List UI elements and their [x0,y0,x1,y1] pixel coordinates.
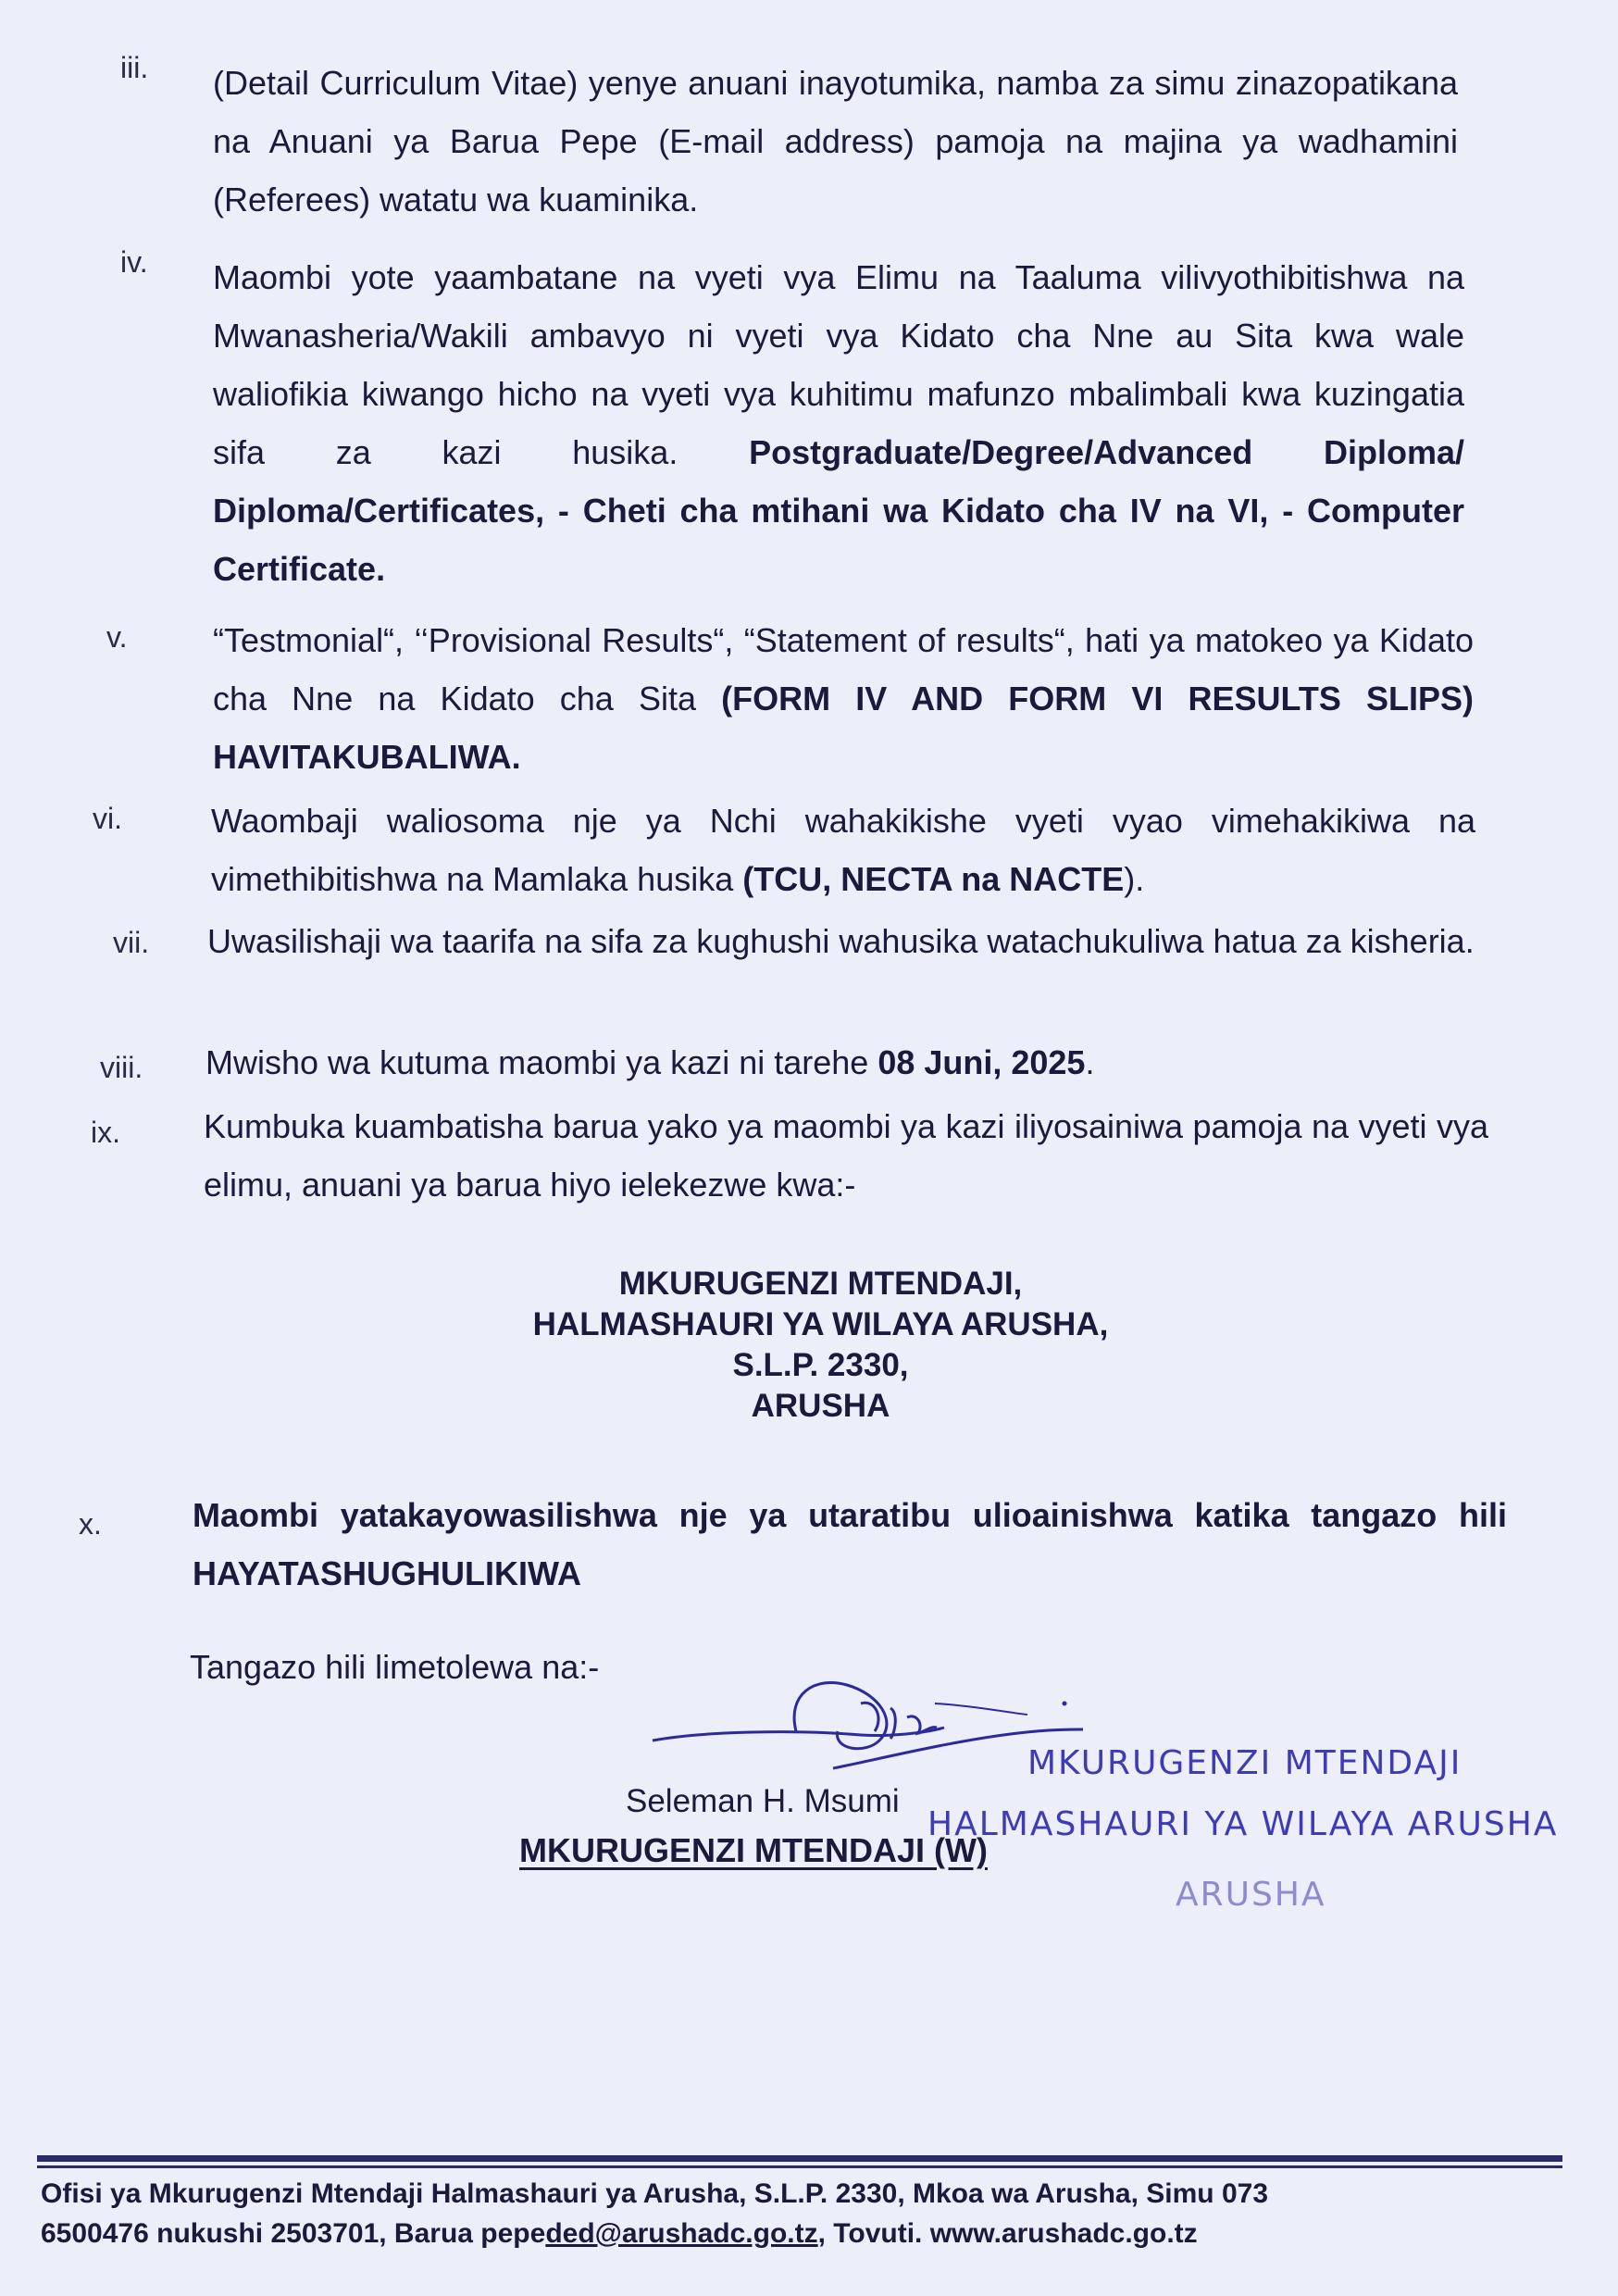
footer-rule [37,2165,1562,2168]
item-text [207,912,1479,970]
item-text [213,54,1458,229]
address-block [0,1264,1618,1427]
stamp-line: MKURUGENZI MTENDAJI [1027,1744,1462,1782]
item-number: viii. [100,1051,143,1084]
footer-contact [41,2174,1540,2253]
item-text [211,792,1475,908]
item-number: x. [79,1507,102,1541]
address-line: MKURUGENZI MTENDAJI, [618,1266,1023,1302]
address-line: ARUSHA [751,1388,890,1424]
item-text [213,611,1474,786]
item-number: iii. [120,51,149,84]
item-number: vi. [93,802,122,835]
item-text-body: Mwisho wa kutuma maombi ya kazi ni tarehe [205,1043,869,1081]
item-text-tail: . [1085,1043,1095,1081]
item-text-body: “Testmonial“, ‘‘Provisional Results“, “Statement of results“, hati ya matokeo ya Kidato cha Nne na Kidato cha Sita [213,621,1474,718]
item-text [204,1097,1488,1214]
address-line: HALMASHAURI YA WILAYA ARUSHA, [532,1306,1109,1342]
item-text-body: (Detail Curriculum Vitae) yenye anuani inayotumika, namba za simu zinazopatikana na Anuani ya Barua Pepe (E-mail address) pamoja na majina ya wadhamini (Referees) watatu wa kuaminika. [213,64,1458,218]
item-text [213,248,1464,598]
signer-name: Seleman H. Msumi [626,1783,900,1819]
email-link[interactable]: ded@arushadc.go.tz [545,2218,818,2249]
item-number: ix. [91,1116,120,1149]
footer-prefix: 6500476 nukushi 2503701, Barua pepe [41,2218,546,2249]
footer-line [41,2214,1540,2253]
issued-by-label: Tangazo hili limetolewa na:- [190,1648,600,1686]
item-text-bold: (FORM IV AND FORM VI RESULTS SLIPS) HAVITAKUBALIWA. [213,680,1474,776]
item-text-body: Uwasilishaji wa taarifa na sifa za kughushi wahusika watachukuliwa hatua za kisheria. [207,922,1475,960]
item-text [205,1033,1483,1092]
item-text-body: Waombaji waliosoma nje ya Nchi wahakikishe vyeti vyao vimehakikiwa na vimethibitishwa na Mamlaka husika [211,802,1475,898]
footer-suffix: , Tovuti. www.arushadc.go.tz [817,2218,1198,2249]
item-text-bold: (TCU, NECTA na NACTE [742,860,1125,898]
item-text-bold: Postgraduate/Degree/Advanced Diploma/ Diploma/Certificates, - Cheti cha mtihani wa Kidato cha IV na VI, - Computer Certificate. [213,433,1464,588]
item-text [193,1486,1507,1603]
footer-rule [37,2155,1562,2162]
stamp-line: HALMASHAURI YA WILAYA ARUSHA [927,1805,1559,1843]
item-text-bold: Maombi yatakayowasilishwa nje ya utaratibu ulioainishwa katika tangazo hili HAYATASHUGHULIKIWA [193,1496,1507,1592]
item-number: iv. [120,245,148,279]
item-text-body: Kumbuka kuambatisha barua yako ya maombi ya kazi iliyosainiwa pamoja na vyeti vya elimu, anuani ya barua hiyo ielekezwe kwa:- [204,1107,1488,1204]
footer-line: Ofisi ya Mkurugenzi Mtendaji Halmashauri ya Arusha, S.L.P. 2330, Mkoa wa Arusha, Simu 073 [41,2178,1269,2209]
item-number: vii. [113,926,150,959]
item-text-tail: ). [1124,860,1145,898]
item-text-body: Maombi yote yaambatane na vyeti vya Elimu na Taaluma vilivyothibitishwa na Mwanasheria/Wakili ambavyo ni vyeti vya Kidato cha Nne au Sita kwa wale waliofikia kiwango hicho na vyeti vya kuhitimu mafunzo mbalimbali kwa kuzingatia sifa za kazi husika. [213,258,1464,471]
address-line: S.L.P. 2330, [732,1347,909,1383]
item-text-bold: 08 Juni, 2025 [877,1043,1086,1081]
stamp-line: ARUSHA [1176,1876,1326,1914]
signer-title: MKURUGENZI MTENDAJI (W) [519,1831,988,1869]
item-number: v. [106,620,128,654]
